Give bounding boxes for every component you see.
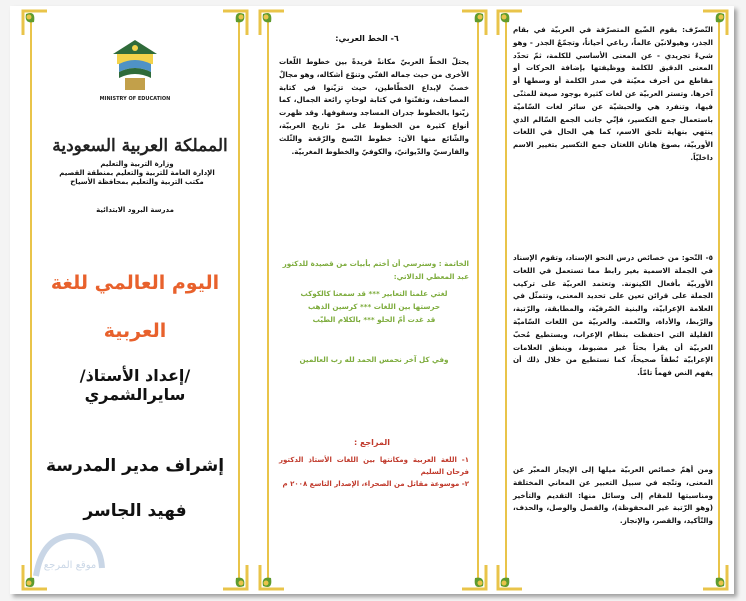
kingdom-title: المملكة العربية السعودية	[52, 136, 228, 156]
main-title-line1: اليوم العالمي للغة	[50, 272, 220, 294]
closing-line: وفي كل آخر نحمس الحمد لله رب العالمين	[299, 355, 449, 364]
panel-frame	[30, 22, 240, 578]
poem	[279, 288, 469, 326]
watermark-logo	[30, 528, 110, 590]
floral-ornament-icon	[700, 562, 730, 592]
poem-line: قد غدت أمّ الحلو *** بالكلام الطيّب	[312, 314, 436, 324]
brochure-sheet	[10, 6, 734, 594]
poem-line: حرستها بين اللغات *** كرسين الذهب	[307, 301, 441, 311]
morphology-paragraph: التّصرّف: بقوم الضّيع المتصرّفة في العربيّة في بقام الجذر، وهيولانيّن عالماً، رباعي أحياناً، وتجمّعٌ الجذر - وهو شيءٌ تجريدي - عن المعنى الأساسي للكلمة، ثمّ تحدّد المعنى الدقيق للكلمة ووظيفتها بإضافة الحركات أو مقاطع من أحرف معيّنة في صدر الكلمة أو وسطها أو آخرها. وتستر العربيّة عن لغات كثيرة بوجود صيغة للمثنّى فيها، وتنفرد هي والحبشيّة عن سائر لغات السّاميّة باستعمال جمع التكسير، فإنّي جانب الجمع السّالم الذي ينتهي بنهاية تلحق الاسم، كما هي الحال في اللغات الأوربيّة، بصوغ هاتان اللغتان جمع التكسير بتغيير الاسم داخليّاً.	[513, 25, 713, 162]
middle-panel	[257, 8, 489, 592]
floral-ornament-icon	[495, 562, 525, 592]
floral-ornament-icon	[220, 562, 250, 592]
watermark-text: موقع المرجع	[43, 560, 97, 571]
calligraphy-paragraph: يحتلّ الخطّ العربيّ مكانةً فريدةً بين خطوط اللّغات الأخرى من حيث جماله الفنّي وتنوّع أشكاله، وهو مجالٌ خصبٌ لإبداع الخطّاطين، حيث تزيّنوا في كتابة المصاحف، وتفنّنوا في كتابة لوحاتٍ رائعة الجمال، كما زيّنوا بالخطوط جدران المساجد وسقوفها. وقد ظهرت أنواع كثيرة من الخطوط على مرّ تاريخ العربيّة، والشّائع منها الآن: خطوط النّسخ والرّقعة والثّلث والفارسيّ والدّيوانيّ، والكوفيّ والخطوط المغربيّة.	[279, 57, 469, 156]
organization-lines	[42, 160, 232, 187]
references-title: المراجع :	[353, 438, 391, 447]
org-line: الإدارة العامة للتربية والتعليم بمنطقة القصيم	[59, 169, 215, 177]
ministry-caption: MINISTRY OF EDUCATION	[99, 96, 171, 102]
ministry-logo-icon	[107, 36, 163, 96]
floral-ornament-icon	[459, 8, 489, 38]
closing-intro: الخاتمة : وسنرسي أن أختم بأبيات من قصيدة للدكتور عبد المعطي الدالاتي:	[282, 259, 469, 281]
supervisor-name: فهيد الجاسر	[83, 501, 187, 521]
floral-ornament-icon	[220, 8, 250, 38]
reference-item: ٢- موسوعة مقاتل من الصحراء، الإصدار التاسع ٢٠٠٨ م	[282, 480, 469, 488]
floral-ornament-icon	[257, 8, 287, 38]
main-title-line2: العربية	[103, 320, 167, 342]
brevity-paragraph: ومن أهمّ خصائص العربيّة ميلها إلى الإيجاز المعبّر عن المعنى، وتتّجه في سبيل التعبير عن المعاني المختلفة ومناسبتها للمقام إلى وسائل منها: التقديم والتأخير (وهو الرّتبة غير المحفوظة)، والفصل والوصل، والحذف، والتّأكيد، والقصر، والإنجاز.	[513, 465, 713, 526]
references-list	[279, 454, 469, 490]
right-panel	[495, 8, 730, 592]
floral-ornament-icon	[257, 562, 287, 592]
supervision-title: إشراف مدير المدرسة	[45, 456, 225, 476]
prepared-by: /إعداد الأستاذ/ سايرالشمري	[79, 366, 191, 404]
section-heading: ٦- الخط العربي:	[335, 34, 399, 43]
grammar-paragraph: ٥- التّحو: من خصائص درس النحو الإسناد، وتقوم الإسناد في الجملة الاسمية بغير رابط مما تستعمل في اللغات الأوربيّة بأفعال الكينونة. وتعتمد العربيّة على تركيب الجملة على قرائن تعين على تحديد المعنى، وتتمثّل في العلامة الإعرابيّة، والبنية الصّرفيّة، والمطابقة، والرّتبة، والرّبط، والأداة، والنّغمة. والعربيّة من اللغات السّاميّة القليلة التي احتفظت بنظام الإعراب، ويستطيع مُحبّ العربيّة أن يقرأ بحثاً غير مضبوط، وينطق العلامات الإعرابيّة نُطقاً صحيحاً، كما نستطيع من خلال ذلك أن يفهم النص فهماً تامّاً.	[513, 253, 713, 378]
org-line: وزارة التربية والتعليم	[100, 160, 174, 168]
school-name: مدرسة البرود الابتدائية	[96, 206, 174, 214]
org-line: مكتب التربية والتعليم بمحافظة الأسياح	[70, 178, 204, 186]
cover-panel	[20, 8, 250, 592]
reference-item: ١- اللغة العربية ومكانتها بين اللغات الأستاذ الدكتور فرحان السليم	[279, 456, 469, 476]
floral-ornament-icon	[459, 562, 489, 592]
poem-line: لغتي علمنا التعابير *** قد سمعنا كالكوكب	[300, 289, 448, 298]
floral-ornament-icon	[20, 8, 50, 38]
